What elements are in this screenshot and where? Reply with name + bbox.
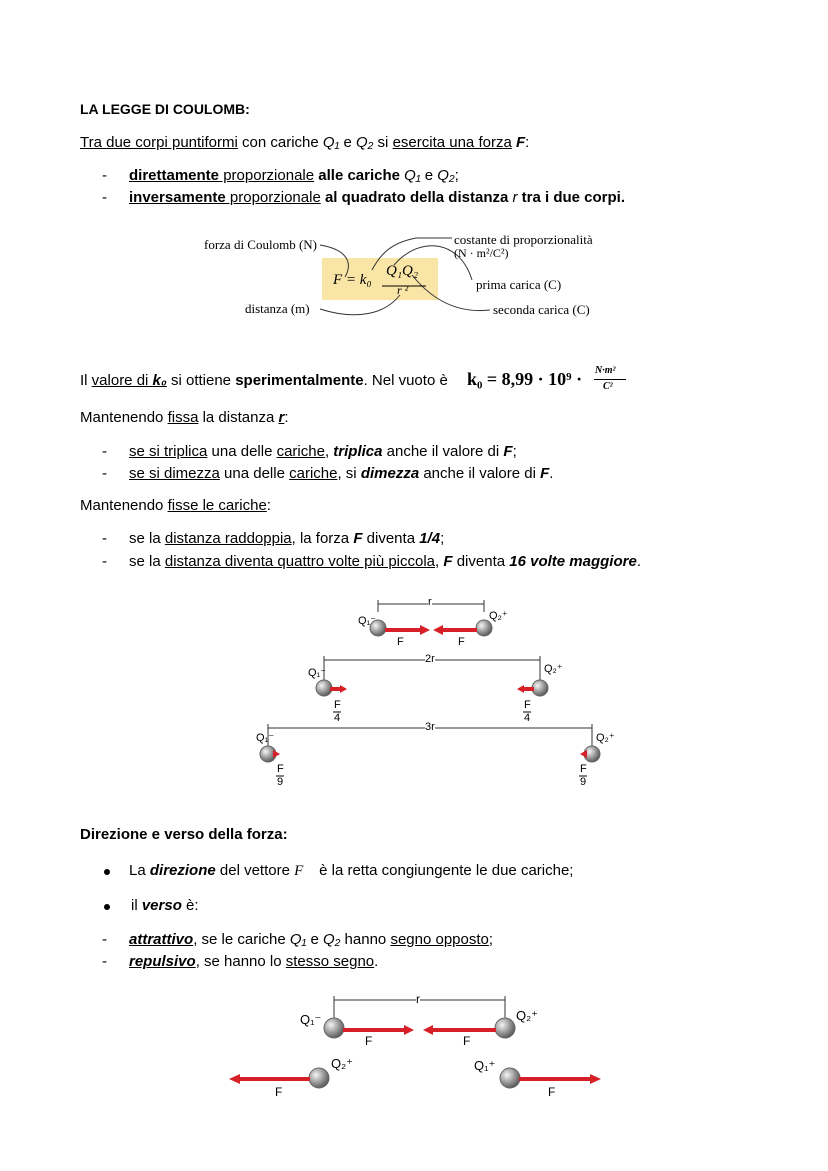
list-item — [129, 167, 459, 184]
text: hanno — [340, 931, 391, 948]
text: segno opposto — [390, 931, 489, 948]
force-arrow-head — [580, 750, 587, 758]
label-q1: prima carica (C) — [476, 277, 562, 292]
text: anche il valore di — [419, 465, 541, 482]
charge-sphere — [495, 1018, 515, 1038]
charge-sphere — [324, 1018, 344, 1038]
list-text: proporzionale — [225, 189, 321, 206]
text: , se le cariche — [193, 931, 290, 948]
k0-unit-num: N·m² — [595, 365, 616, 376]
text: distanza raddoppia — [164, 530, 292, 547]
text: cariche — [276, 443, 325, 460]
text: se la — [129, 530, 165, 547]
force-fraction-num: F — [334, 699, 341, 711]
text: verso — [141, 897, 182, 914]
text: se si triplica — [129, 443, 208, 460]
intro-text: esercita una forza — [392, 134, 512, 151]
charge-label-q1: Q₁⁻ — [300, 1012, 322, 1027]
k0-unit-bar — [594, 379, 626, 380]
label-constant-units: (N · m²/C²) — [454, 246, 509, 260]
fixed-distance-heading — [80, 409, 288, 426]
page-title: LA LEGGE DI COULOMB: — [80, 101, 250, 117]
text: ; — [440, 530, 445, 547]
text: e — [306, 931, 323, 948]
force-symbol: F — [515, 134, 526, 151]
list-text: inversamente — [129, 189, 226, 206]
list-item — [129, 530, 444, 547]
label-force: forza di Coulomb (N) — [204, 237, 318, 252]
force-fraction-den: 4 — [334, 712, 341, 724]
list-item — [129, 465, 553, 482]
force-arrow-head — [229, 1074, 240, 1084]
force-arrow-head — [340, 685, 347, 693]
intro-text: Tra due corpi puntiformi — [80, 134, 238, 151]
text: stesso segno — [285, 953, 375, 970]
k0-unit-den: C² — [603, 381, 613, 392]
force-fraction-den: 9 — [277, 776, 284, 788]
list-dash: - — [102, 443, 107, 460]
text: se la — [129, 553, 165, 570]
label-distance: distanza (m) — [245, 301, 310, 316]
list-text: tra i due corpi. — [517, 189, 626, 206]
text: attrattivo — [129, 931, 194, 948]
force-label: F — [458, 636, 465, 648]
list-item — [129, 189, 625, 206]
intro-line — [80, 134, 529, 151]
list-dash: - — [102, 465, 107, 482]
q2-symbol: Q₂ — [323, 931, 341, 948]
list-text: al quadrato della distanza — [320, 189, 513, 206]
force-label: F — [548, 1085, 556, 1099]
distance-label-2r: 2r — [425, 653, 435, 665]
charge-label-q1: Q₁⁺ — [474, 1058, 496, 1073]
q1-symbol: Q₁ — [289, 931, 307, 948]
list-dash: - — [102, 953, 107, 970]
force-symbol: F — [353, 530, 363, 547]
text: la distanza — [198, 409, 279, 426]
text: una delle — [207, 443, 277, 460]
intro-text: con cariche — [237, 134, 323, 151]
force-fraction-num: F — [277, 763, 284, 775]
direction-heading: Direzione e verso della forza: — [80, 826, 288, 843]
list-dash: - — [102, 530, 107, 547]
list-item — [129, 553, 641, 570]
text: una delle — [219, 465, 290, 482]
k0-text: valore di — [91, 372, 153, 389]
text: , si — [337, 465, 361, 482]
text: , — [324, 443, 334, 460]
q2-symbol: Q₂ — [437, 167, 455, 184]
text: , se hanno lo — [195, 953, 286, 970]
r-symbol: r — [512, 189, 518, 206]
list-dash: - — [102, 167, 107, 184]
charge-label-q1: Q₁⁻ — [358, 615, 377, 627]
text: La — [129, 862, 150, 879]
force-fraction-den: 4 — [524, 712, 531, 724]
force-arrow-head — [590, 1074, 601, 1084]
q1-symbol: Q₁ — [404, 167, 421, 184]
k0-symbol: k₀ — [152, 372, 167, 389]
charge-sphere — [316, 680, 332, 696]
text: Mantenendo — [80, 409, 168, 426]
text: . — [636, 553, 641, 570]
list-item — [129, 953, 378, 970]
text: il — [131, 897, 142, 914]
q2-symbol: Q₂ — [356, 134, 374, 151]
text: 1/4 — [419, 530, 441, 547]
force-symbol: F — [503, 443, 513, 460]
bullet-item — [131, 897, 199, 914]
formula-numerator: Q₁Q₂ — [386, 263, 419, 279]
force-arrow-head — [404, 1025, 414, 1035]
charge-label-q1: Q₁⁻ — [256, 732, 275, 744]
text: : — [284, 409, 289, 426]
text: , la forza — [291, 530, 354, 547]
force-label: F — [275, 1085, 283, 1099]
text: diventa — [362, 530, 420, 547]
intro-text: e — [339, 134, 356, 151]
text: triplica — [333, 443, 383, 460]
text: : — [266, 497, 271, 514]
formula-denominator: r ² — [397, 283, 409, 297]
coulomb-direction-figure — [0, 990, 828, 1110]
k0-equation: k₀ = 8,99 · 10⁹ · — [467, 369, 583, 389]
charge-sphere — [476, 620, 492, 636]
distance-label-r: r — [428, 596, 432, 608]
force-arrow-head — [433, 625, 443, 635]
text: cariche — [289, 465, 338, 482]
label-constant: costante di proporzionalità — [454, 232, 593, 247]
text: distanza diventa quattro volte più piccola — [164, 553, 436, 570]
force-label: F — [397, 636, 404, 648]
bullet-icon — [104, 904, 110, 910]
text: . — [374, 953, 379, 970]
list-dash: - — [102, 553, 107, 570]
formula-lhs: F = k₀ — [333, 272, 372, 288]
intro-text: si — [373, 134, 393, 151]
text: Mantenendo — [80, 497, 168, 514]
text: è: — [181, 897, 199, 914]
charge-label-q2: Q₂⁺ — [516, 1008, 539, 1023]
force-fraction-den: 9 — [580, 776, 587, 788]
q1-symbol: Q₁ — [322, 134, 340, 151]
label-q2: seconda carica (C) — [493, 302, 590, 317]
coulomb-distance-figure — [0, 590, 828, 800]
k0-text: si ottiene — [166, 372, 236, 389]
charge-label-q2: Q₂⁺ — [544, 663, 563, 675]
list-text: ; — [454, 167, 459, 184]
fixed-charges-heading — [80, 497, 271, 514]
text: ; — [512, 443, 517, 460]
charge-label-q1: Q₁⁻ — [308, 667, 327, 679]
list-text: proporzionale — [219, 167, 315, 184]
charge-label-q2: Q₂⁺ — [596, 732, 615, 744]
r-symbol: r — [278, 409, 285, 426]
bullet-item — [129, 862, 573, 880]
force-fraction-num: F — [524, 699, 531, 711]
intro-text: : — [525, 134, 530, 151]
k0-line — [80, 372, 448, 389]
distance-label-3r: 3r — [425, 721, 435, 733]
list-item — [129, 931, 493, 948]
vector-f-symbol: F⃗ — [294, 863, 315, 879]
charge-sphere — [532, 680, 548, 696]
text: diventa — [452, 553, 510, 570]
text: ; — [488, 931, 494, 948]
text: se si dimezza — [129, 465, 220, 482]
k0-text: sperimentalmente — [235, 372, 364, 389]
text: . — [549, 465, 554, 482]
text: , — [435, 553, 444, 570]
list-text: alle cariche — [314, 167, 405, 184]
distance-label-r: r — [416, 992, 420, 1006]
text: dimezza — [360, 465, 420, 482]
text: fisse le cariche — [167, 497, 267, 514]
text: è la retta congiungente le due cariche; — [314, 862, 574, 879]
text: 16 volte maggiore — [509, 553, 637, 570]
list-dash: - — [102, 189, 107, 206]
charge-sphere — [309, 1068, 329, 1088]
text: fissa — [167, 409, 199, 426]
charge-label-q2: Q₂⁺ — [489, 610, 508, 622]
charge-sphere — [500, 1068, 520, 1088]
force-symbol: F — [540, 465, 550, 482]
bullet-icon — [104, 869, 110, 875]
list-dash: - — [102, 931, 107, 948]
charge-label-q2: Q₂⁺ — [331, 1056, 354, 1071]
text: del vettore — [215, 862, 295, 879]
k0-text: . Nel vuoto è — [363, 372, 448, 389]
force-label: F — [463, 1034, 471, 1048]
force-arrow-head — [420, 625, 430, 635]
force-symbol: F — [443, 553, 453, 570]
force-arrow-head — [273, 750, 280, 758]
list-item — [129, 443, 517, 460]
text: repulsivo — [129, 953, 196, 970]
force-arrow-head — [423, 1025, 433, 1035]
force-fraction-num: F — [580, 763, 587, 775]
text: anche il valore di — [382, 443, 504, 460]
force-label: F — [365, 1034, 373, 1048]
list-text: direttamente — [129, 167, 220, 184]
text: direzione — [149, 862, 216, 879]
list-text: e — [420, 167, 438, 184]
k0-text: Il — [80, 372, 92, 389]
force-arrow-head — [517, 685, 524, 693]
